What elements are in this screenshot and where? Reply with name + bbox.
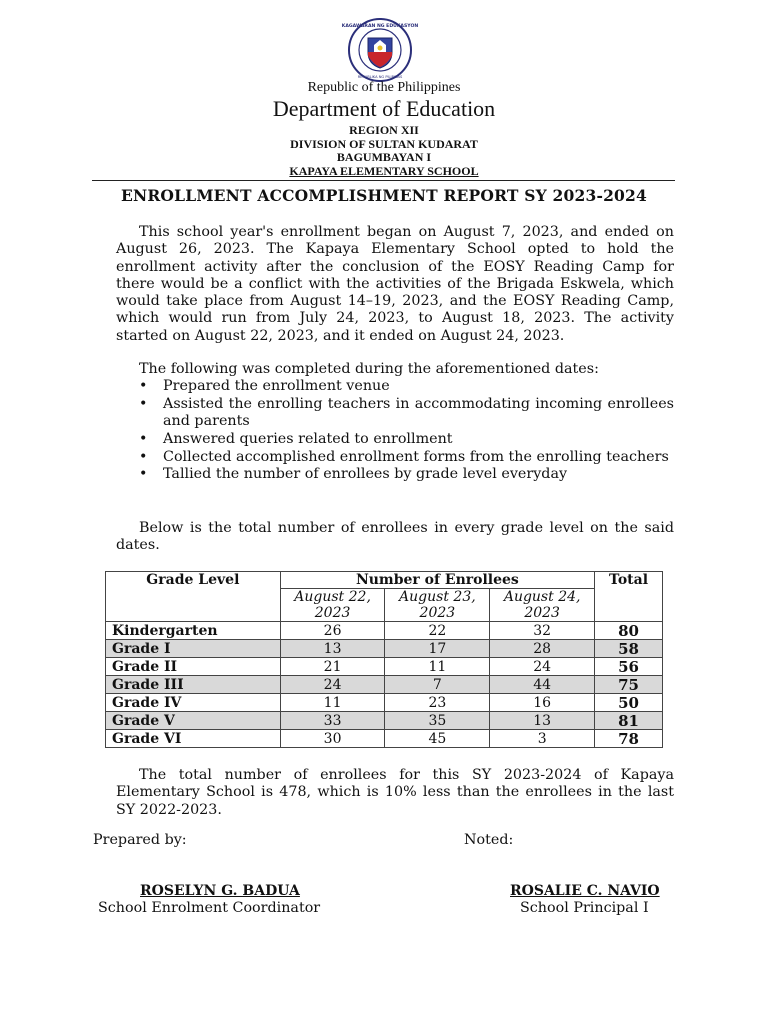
enrollee-cell: 30 <box>280 730 385 748</box>
table-row <box>106 640 663 658</box>
enrollee-cell: 21 <box>280 658 385 676</box>
total-cell: 75 <box>595 676 663 694</box>
table-row <box>106 694 663 712</box>
list-item-text: Tallied the number of enrollees by grade level everyday <box>163 466 568 483</box>
grade-level-header: Grade Level <box>106 572 281 622</box>
list-item-text: Answered queries related to enrollment <box>163 430 453 447</box>
grade-cell: Grade IV <box>106 694 281 712</box>
bullet-icon: • <box>139 378 148 394</box>
grade-cell: Grade V <box>106 712 281 730</box>
grade-cell: Grade I <box>106 640 281 658</box>
division-heading: DIVISION OF SULTAN KUDARAT <box>290 137 478 151</box>
preparer-role: School Enrolment Coordinator <box>98 900 321 916</box>
enrollee-cell: 24 <box>490 658 595 676</box>
enrollee-cell: 35 <box>385 712 490 730</box>
list-item <box>139 378 674 395</box>
region-heading: REGION XII <box>349 123 419 137</box>
enrollee-cell: 13 <box>280 640 385 658</box>
table-row <box>106 730 663 748</box>
noted-label: Noted: <box>464 832 514 848</box>
enrollee-cell: 45 <box>385 730 490 748</box>
list-item <box>139 431 674 448</box>
date-header: August 23, 2023 <box>385 589 490 622</box>
date-header: August 22, 2023 <box>280 589 385 622</box>
seal-text-bottom: REPUBLIKA NG PILIPINAS <box>357 75 403 79</box>
enrollee-cell: 7 <box>385 676 490 694</box>
enrollee-cell: 11 <box>385 658 490 676</box>
enrollee-cell: 3 <box>490 730 595 748</box>
table-row <box>106 658 663 676</box>
list-item-text: Assisted the enrolling teachers in accommodating incoming enrollees and parents <box>163 395 674 430</box>
deped-seal-icon <box>340 18 420 82</box>
noter-name: ROSALIE C. NAVIO <box>510 883 660 899</box>
enrollee-cell: 23 <box>385 694 490 712</box>
grade-cell: Grade II <box>106 658 281 676</box>
intro-paragraph: This school year's enrollment began on August 7, 2023, and ended on August 26, 2023. The Kapaya Elementary School opted to hold the enrollment activity after the conclusion of the EOSY Reading Camp for there would be a conflict with the activities of the Brigada Eskwela, which would take place from August 14–19, 2023, and the EOSY Reading Camp, which would run from July 24, 2023, to August 18, 2023. The activity started on August 22, 2023, and it ended on August 24, 2023. <box>116 224 674 344</box>
number-of-enrollees-header: Number of Enrollees <box>280 572 594 589</box>
preparer-name: ROSELYN G. BADUA <box>140 883 300 899</box>
enrollee-cell: 22 <box>385 622 490 640</box>
enrollee-cell: 28 <box>490 640 595 658</box>
total-cell: 80 <box>595 622 663 640</box>
enrollee-cell: 17 <box>385 640 490 658</box>
bullet-icon: • <box>139 448 148 465</box>
list-item <box>139 396 674 431</box>
enrollee-cell: 26 <box>280 622 385 640</box>
conclusion-paragraph: The total number of enrollees for this SY 2023-2024 of Kapaya Elementary School is 478, which is 10% less than the enrollees in the last SY 2022-2023. <box>116 767 674 818</box>
table-row <box>106 622 663 640</box>
completed-tasks-list <box>139 378 674 484</box>
enrollee-cell: 44 <box>490 676 595 694</box>
seal-text-top: KAGAWARAN NG EDUKASYON <box>341 24 419 29</box>
total-cell: 56 <box>595 658 663 676</box>
report-title: ENROLLMENT ACCOMPLISHMENT REPORT SY 2023-2024 <box>120 186 648 205</box>
total-header: Total <box>595 572 663 622</box>
table-row <box>106 712 663 730</box>
bullet-icon: • <box>139 466 148 483</box>
list-item-text: Prepared the enrollment venue <box>163 378 390 394</box>
enrollee-cell: 32 <box>490 622 595 640</box>
bullet-icon: • <box>139 430 148 447</box>
table-row <box>106 676 663 694</box>
table-header-row <box>106 572 663 589</box>
list-item <box>139 449 674 466</box>
list-item <box>139 466 674 483</box>
enrollee-cell: 16 <box>490 694 595 712</box>
date-header: August 24, 2023 <box>490 589 595 622</box>
enrollee-cell: 33 <box>280 712 385 730</box>
table-intro-paragraph: Below is the total number of enrollees in every grade level on the said dates. <box>116 520 674 554</box>
republic-heading: Republic of the Philippines <box>307 80 461 95</box>
total-cell: 58 <box>595 640 663 658</box>
district-heading: BAGUMBAYAN I <box>336 150 432 164</box>
total-cell: 50 <box>595 694 663 712</box>
grade-cell: Grade III <box>106 676 281 694</box>
grade-cell: Kindergarten <box>106 622 281 640</box>
completed-intro-paragraph: The following was completed during the aforementioned dates: <box>139 361 599 377</box>
enrollee-cell: 11 <box>280 694 385 712</box>
prepared-by-label: Prepared by: <box>93 832 187 848</box>
total-cell: 78 <box>595 730 663 748</box>
total-cell: 81 <box>595 712 663 730</box>
grade-cell: Grade VI <box>106 730 281 748</box>
noter-role: School Principal I <box>520 900 649 916</box>
enrollee-cell: 24 <box>280 676 385 694</box>
bullet-icon: • <box>139 395 148 412</box>
header-divider <box>92 180 675 181</box>
enrollment-table <box>105 571 663 748</box>
enrollee-cell: 13 <box>490 712 595 730</box>
school-heading: KAPAYA ELEMENTARY SCHOOL <box>289 164 479 178</box>
department-heading: Department of Education <box>272 96 496 121</box>
list-item-text: Collected accomplished enrollment forms from the enrolling teachers <box>163 448 669 465</box>
